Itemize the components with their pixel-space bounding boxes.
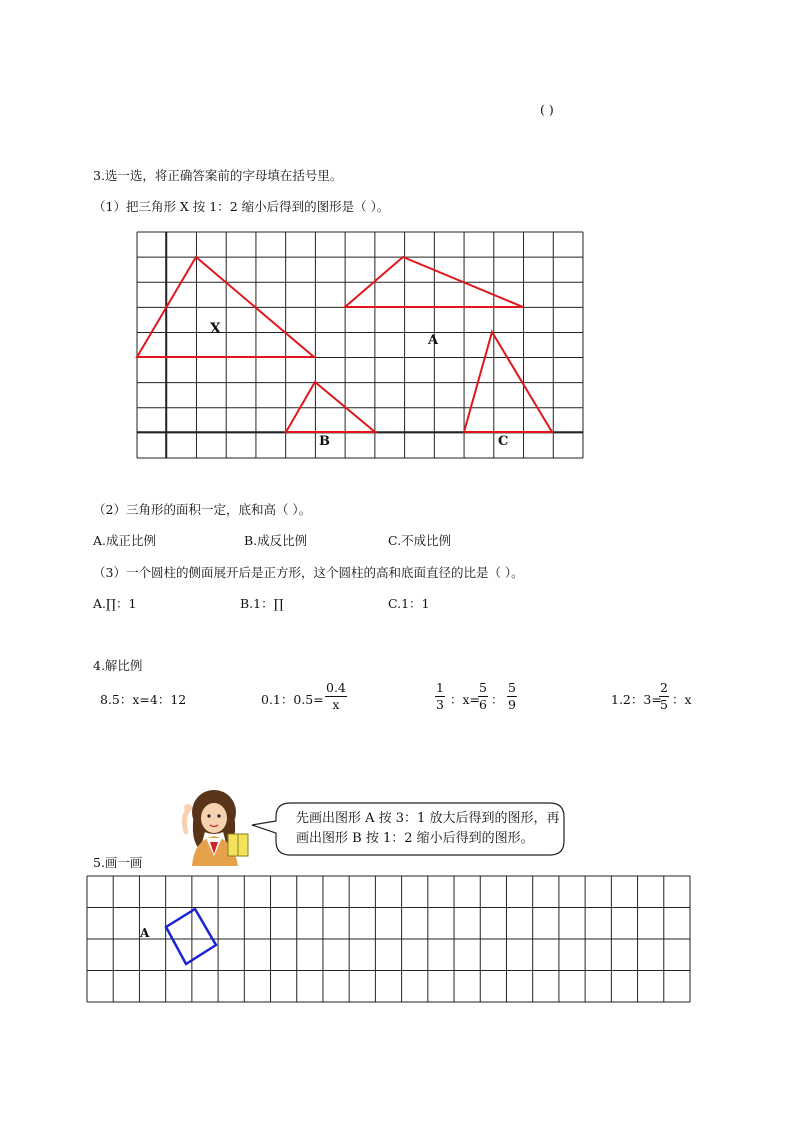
top-answer-paren: ( ) — [540, 102, 554, 117]
q3-sub3-option-a: A.∏：1 — [93, 596, 137, 611]
label-c: C — [498, 434, 509, 449]
fraction-denominator: 6 — [479, 697, 487, 712]
q3-sub3-option-c: C.1：1 — [388, 596, 430, 611]
q3-sub2-option-b: B.成反比例 — [244, 533, 308, 548]
bubble-line-1: 先画出图形 A 按 3：1 放大后得到的图形，再 — [296, 811, 560, 826]
fraction-denominator: 3 — [436, 697, 444, 712]
triangle-c — [464, 332, 552, 432]
q4-title: 4.解比例 — [93, 658, 143, 673]
proportion-3-fraction-1 — [435, 680, 445, 713]
proportion-4-prefix: 1.2：3= — [611, 692, 662, 707]
proportion-3-sep: ： — [491, 692, 504, 707]
proportion-4-suffix: ：x — [672, 692, 692, 707]
triangle-b — [286, 382, 375, 432]
label-a: A — [428, 333, 439, 348]
fraction-numerator: 5 — [479, 680, 487, 695]
fraction-numerator: 1 — [436, 680, 444, 695]
proportion-1: 8.5：x=4：12 — [100, 692, 187, 707]
q3-sub2-option-c: C.不成比例 — [388, 533, 452, 548]
q3-title: 3.选一选，将正确答案前的字母填在括号里。 — [93, 168, 343, 183]
quadrilateral-a — [166, 909, 216, 964]
bubble-line-2: 画出图形 B 按 1：2 缩小后得到的图形。 — [296, 831, 534, 846]
fraction-denominator: 9 — [508, 697, 516, 712]
teacher-illustration — [176, 788, 256, 866]
label-x: X — [210, 321, 221, 337]
proportion-2-fraction — [325, 680, 347, 713]
q3-sub2: （2）三角形的面积一定，底和高（ ）。 — [93, 502, 312, 517]
fraction-numerator: 0.4 — [326, 680, 346, 695]
fraction-denominator: 5 — [660, 697, 668, 712]
q3-sub3-option-b: B.1：∏ — [240, 596, 284, 611]
triangle-x — [137, 257, 314, 357]
proportion-4-fraction — [659, 680, 669, 713]
q5-title: 5.画一画 — [93, 855, 143, 870]
fraction-denominator: x — [332, 697, 340, 712]
triangle-a — [345, 257, 523, 307]
q5-label-a: A — [140, 926, 150, 940]
proportion-3-mid: ：x= — [450, 692, 481, 707]
label-b: B — [319, 434, 330, 449]
proportion-3-fraction-3 — [507, 680, 517, 713]
fraction-numerator: 5 — [508, 680, 516, 695]
q3-sub3: （3）一个圆柱的侧面展开后是正方形，这个圆柱的高和底面直径的比是（ ）。 — [93, 565, 524, 580]
q3-sub1: （1）把三角形 X 按 1：2 缩小后得到的图形是（ ）。 — [93, 199, 390, 214]
q3-sub2-option-a: A.成正比例 — [93, 533, 157, 548]
proportion-3-fraction-2 — [478, 680, 488, 713]
fraction-numerator: 2 — [660, 680, 668, 695]
proportion-2-prefix: 0.1：0.5= — [261, 692, 324, 707]
